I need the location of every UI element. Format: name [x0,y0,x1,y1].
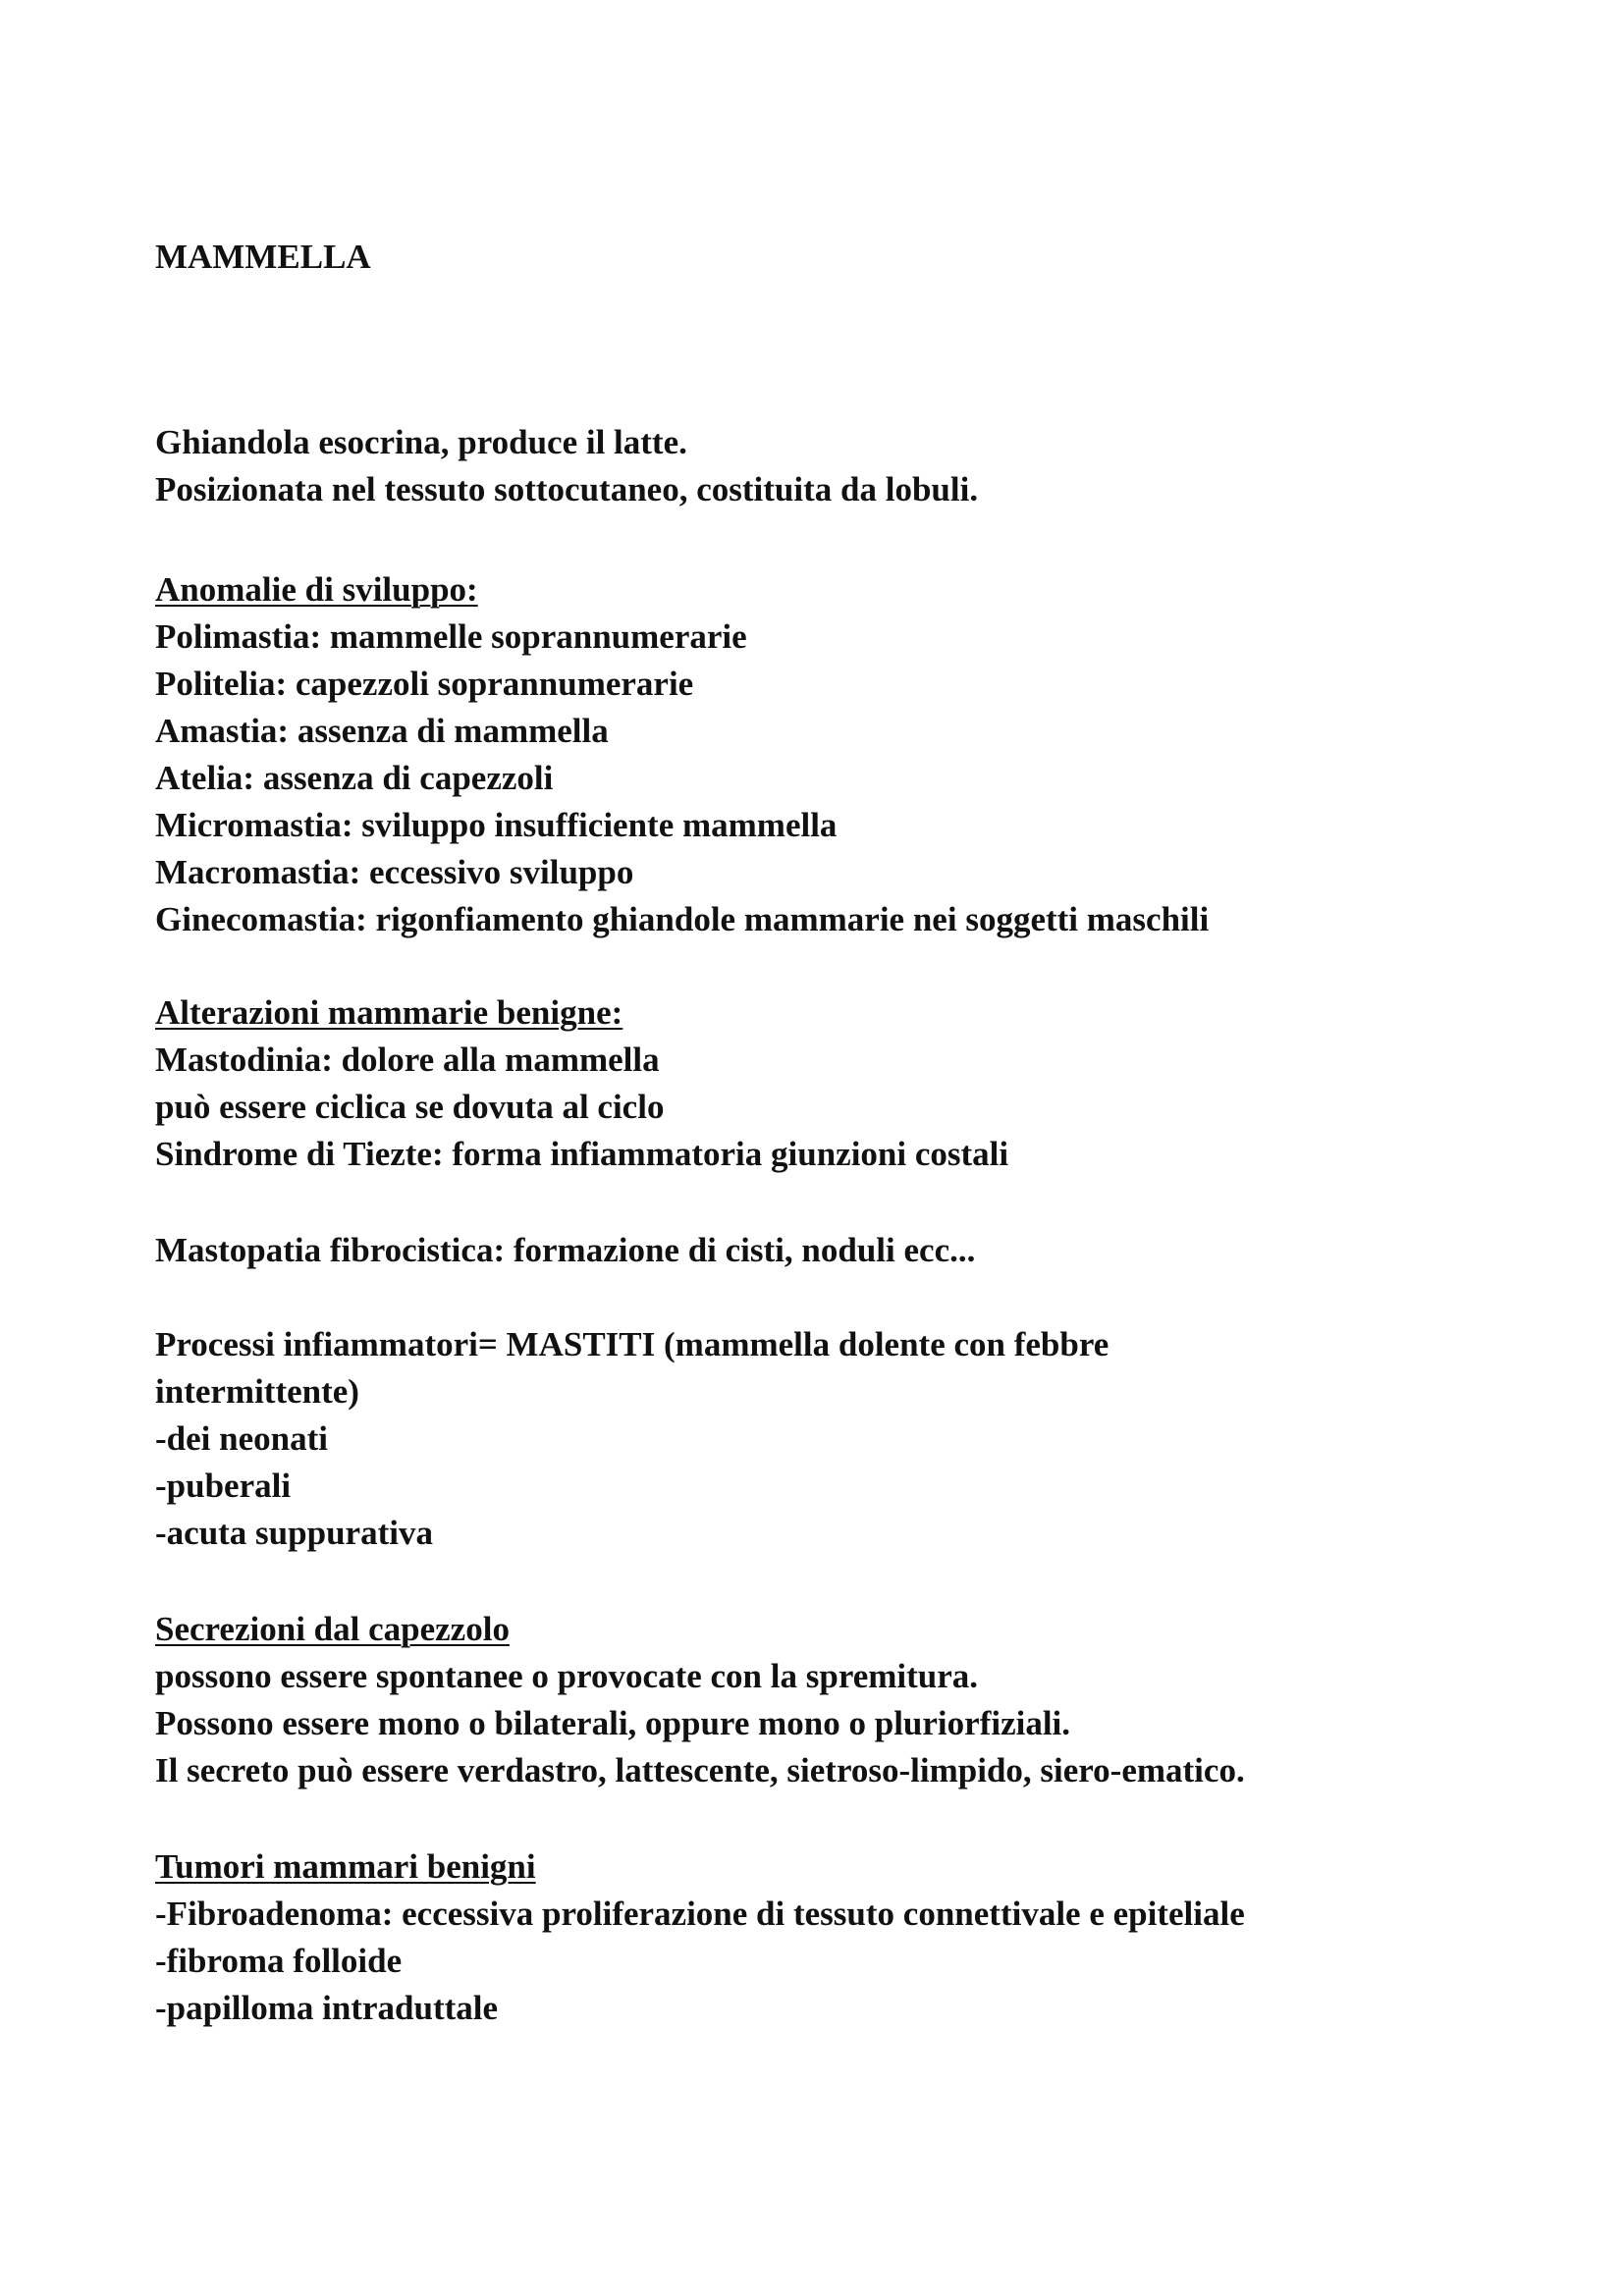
intro-line: Ghiandola esocrina, produce il latte. [155,423,687,461]
list-item: -papilloma intraduttale [155,1989,499,2027]
list-item: Micromastia: sviluppo insufficiente mammella [155,806,838,844]
processi-section [155,1321,1109,1557]
list-item: Possono essere mono o bilaterali, oppure mono o pluriorfiziali. [155,1704,1071,1742]
list-item: Politelia: capezzoli soprannumerarie [155,665,694,703]
intro-line: Posizionata nel tessuto sottocutaneo, costituita da lobuli. [155,470,979,508]
mastopatia-line: Mastopatia fibrocistica: formazione di cisti, noduli ecc... [155,1231,976,1269]
list-item: -acuta suppurativa [155,1514,433,1552]
list-item: Il secreto può essere verdastro, lattescente, sietroso-limpido, siero-ematico. [155,1751,1245,1789]
intro-section [155,419,978,513]
section-heading-tumori: Tumori mammari benigni [155,1847,536,1886]
processi-line: intermittente) [155,1372,359,1411]
list-item: Amastia: assenza di mammella [155,712,609,750]
list-item: Ginecomastia: rigonfiamento ghiandole mammarie nei soggetti maschili [155,900,1210,938]
list-item: -fibroma folloide [155,1942,403,1980]
section-heading-alterazioni: Alterazioni mammarie benigne: [155,993,623,1032]
list-item: Polimastia: mammelle soprannumerarie [155,617,747,656]
section-heading-secrezioni: Secrezioni dal capezzolo [155,1610,510,1648]
page-title: MAMMELLA [155,238,371,276]
list-item: può essere ciclica se dovuta al ciclo [155,1088,665,1126]
mastopatia-section [155,1227,975,1274]
list-item: Mastodinia: dolore alla mammella [155,1041,660,1079]
section-heading-anomalie: Anomalie di sviluppo: [155,570,478,609]
list-item: -puberali [155,1467,292,1505]
list-item: possono essere spontanee o provocate con la spremitura. [155,1657,979,1695]
list-item: -dei neonati [155,1419,328,1458]
alterazioni-section [155,989,1008,1178]
list-item: Macromastia: eccessivo sviluppo [155,853,634,891]
list-item: -Fibroadenoma: eccessiva proliferazione di tessuto connettivale e epiteliale [155,1895,1245,1933]
tumori-section [155,1843,1245,2032]
list-item: Atelia: assenza di capezzoli [155,759,554,797]
secrezioni-section [155,1606,1245,1794]
processi-line: Processi infiammatori= MASTITI (mammella dolente con febbre [155,1325,1109,1363]
list-item: Sindrome di Tiezte: forma infiammatoria giunzioni costali [155,1135,1009,1173]
anomalie-section [155,566,1209,943]
